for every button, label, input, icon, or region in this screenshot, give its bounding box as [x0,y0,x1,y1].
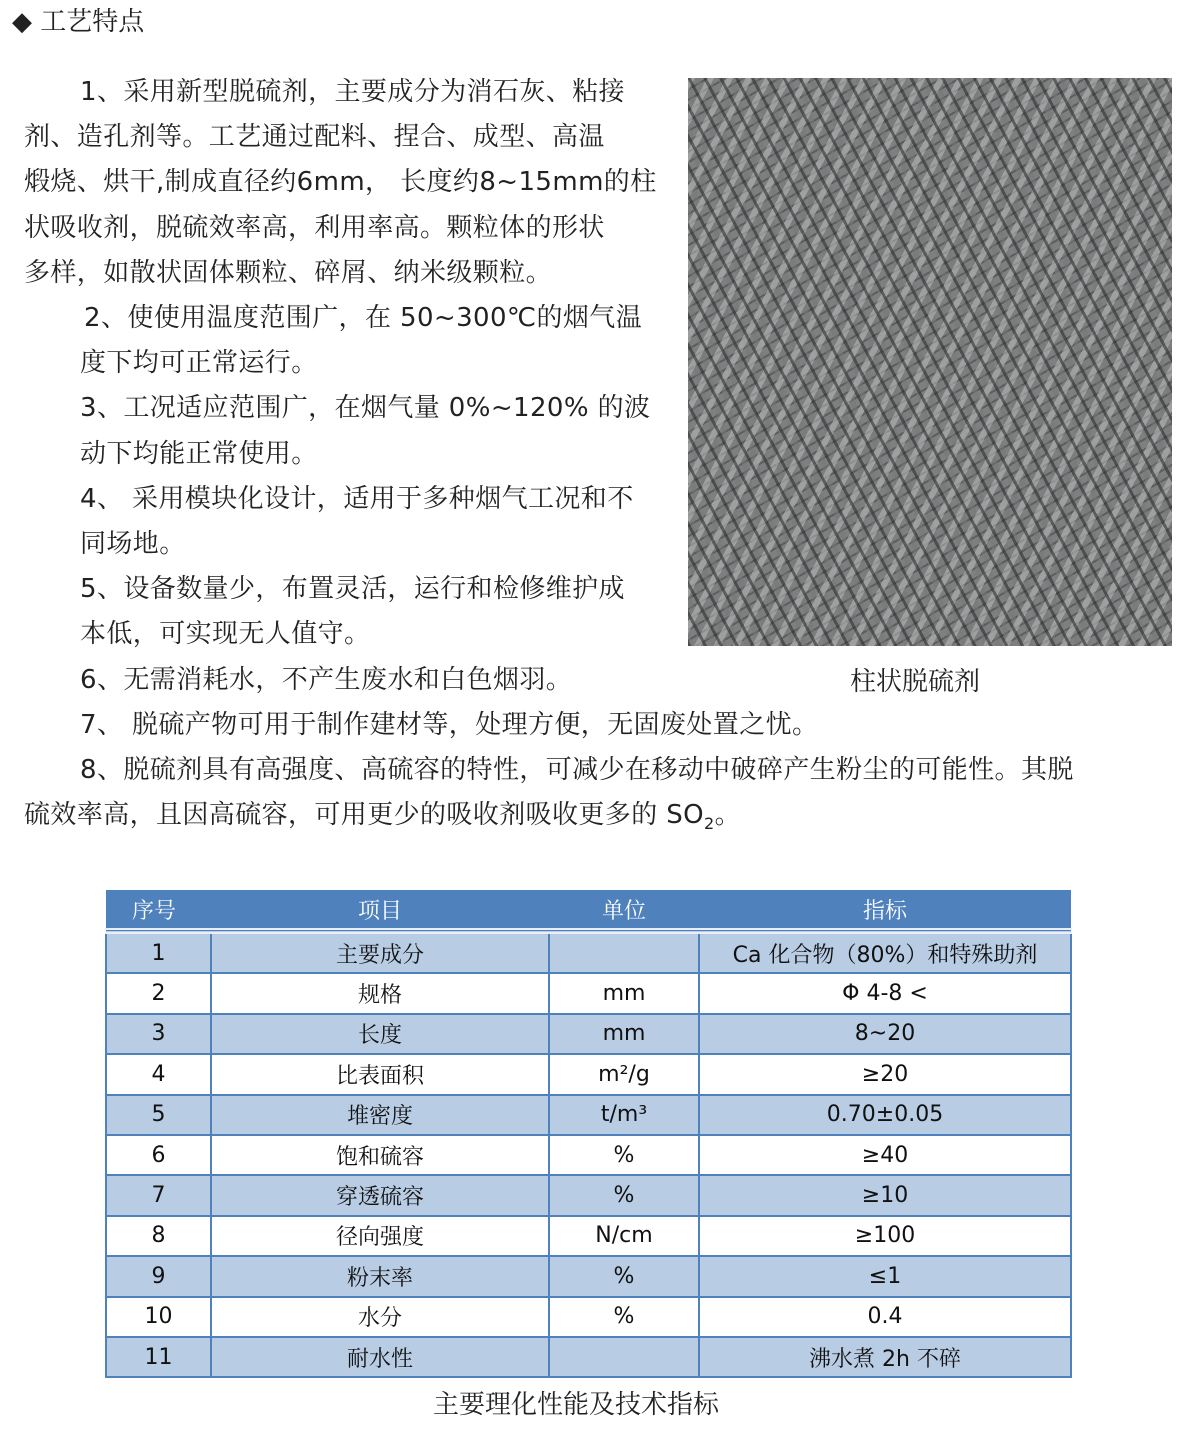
table-cell: 堆密度 [211,1095,549,1135]
table-cell: % [549,1175,699,1215]
table-cell: ≥100 [699,1216,1071,1256]
table-cell [549,931,699,973]
table-cell: 5 [106,1095,211,1135]
table-cell: 3 [106,1014,211,1054]
table-cell: 穿透硫容 [211,1175,549,1215]
table-cell: Ca 化合物（80%）和特殊助剂 [699,931,1071,973]
table-cell: ≥20 [699,1054,1071,1094]
table-cell: m²/g [549,1054,699,1094]
table-cell: ≥10 [699,1175,1071,1215]
text-line: 3、工况适应范围广，在烟气量 0%~120% 的波 [80,393,651,424]
text-line: 6、无需消耗水，不产生废水和白色烟羽。 [80,664,573,695]
table-row [106,931,1071,973]
spec-table [105,890,1072,1378]
table-cell: N/cm [549,1216,699,1256]
table-row [106,1256,1071,1296]
table-cell: 主要成分 [211,931,549,973]
text-line: 1、采用新型脱硫剂，主要成分为消石灰、粘接 [80,77,625,107]
table-cell: 7 [106,1175,211,1215]
column-header: 指标 [699,890,1071,931]
table-cell: 规格 [211,973,549,1013]
table-row [106,1337,1071,1377]
text-line: 5、设备数量少，布置灵活，运行和检修维护成 [80,574,625,605]
text-line: 7、 脱硫产物可用于制作建材等，处理方便，无固废处置之忧。 [80,709,819,740]
subscript: 2 [704,814,715,834]
table-row [106,1135,1071,1175]
table-cell: 粉末率 [211,1256,549,1296]
table-header [106,890,1071,931]
table-cell: 8 [106,1216,211,1256]
table-cell: 11 [106,1337,211,1377]
text-line: 煅烧、烘干,制成直径约6mm， 长度约8~15mm的柱 [24,167,657,198]
table-cell: mm [549,1014,699,1054]
column-header: 项目 [211,890,549,931]
table-cell: 4 [106,1054,211,1094]
table-row [106,1175,1071,1215]
table-cell: 1 [106,931,211,973]
table-cell: t/m³ [549,1095,699,1135]
desulfurizer-photo [688,78,1172,646]
table-row [106,1054,1071,1094]
text-line: 剂、造孔剂等。工艺通过配料、捏合、成型、高温 [24,122,605,153]
column-header: 单位 [549,890,699,931]
table-cell: 8~20 [699,1014,1071,1054]
table-cell: 径向强度 [211,1216,549,1256]
text-line: 8、脱硫剂具有高强度、高硫容的特性，可减少在移动中破碎产生粉尘的可能性。其脱 [80,755,1074,785]
text-line: 2、使使用温度范围广，在 50~300℃的烟气温 [84,303,643,333]
table-cell: ≤1 [699,1256,1071,1296]
table-cell: 0.4 [699,1297,1071,1337]
text-line: 状吸收剂，脱硫效率高，利用率高。颗粒体的形状 [24,212,605,243]
text-line: 度下均可正常运行。 [80,348,318,379]
text-line [24,799,741,840]
text-line-main: 硫效率高，且因高硫容，可用更少的吸收剂吸收更多的 SO [24,800,705,831]
text-line: 同场地。 [80,529,186,559]
table-cell: 水分 [211,1297,549,1337]
table-cell: 饱和硫容 [211,1135,549,1175]
image-caption: 柱状脱硫剂 [850,667,981,697]
table-cell: 比表面积 [211,1054,549,1094]
column-header: 序号 [106,890,211,931]
text-line: 4、 采用模块化设计，适用于多种烟气工况和不 [80,483,634,514]
table-cell: % [549,1135,699,1175]
table-row [106,1095,1071,1135]
table-cell: % [549,1297,699,1337]
table-row [106,1297,1071,1337]
table-cell: mm [549,973,699,1013]
table-cell: 9 [106,1256,211,1296]
table-caption: 主要理化性能及技术指标 [432,1390,719,1420]
text-line: 本低，可实现无人值守。 [80,619,371,650]
table-cell: ≥40 [699,1135,1071,1175]
text-line-end: 。 [714,800,742,831]
table-row [106,1014,1071,1054]
table-cell: 0.70±0.05 [699,1095,1071,1135]
table-cell: 10 [106,1297,211,1337]
table-cell: 长度 [211,1014,549,1054]
table-cell: 2 [106,973,211,1013]
section-title: ◆ 工艺特点 [12,7,145,37]
table-cell: 沸水煮 2h 不碎 [699,1337,1071,1377]
text-line: 动下均能正常使用。 [80,438,318,469]
table-cell: 6 [106,1135,211,1175]
text-line: 多样，如散状固体颗粒、碎屑、纳米级颗粒。 [24,257,553,288]
table-row [106,1216,1071,1256]
table-row [106,973,1071,1013]
table-cell [549,1337,699,1377]
table-cell: 耐水性 [211,1337,549,1377]
table-cell: Φ 4-8 < [699,973,1071,1013]
table-cell: % [549,1256,699,1296]
